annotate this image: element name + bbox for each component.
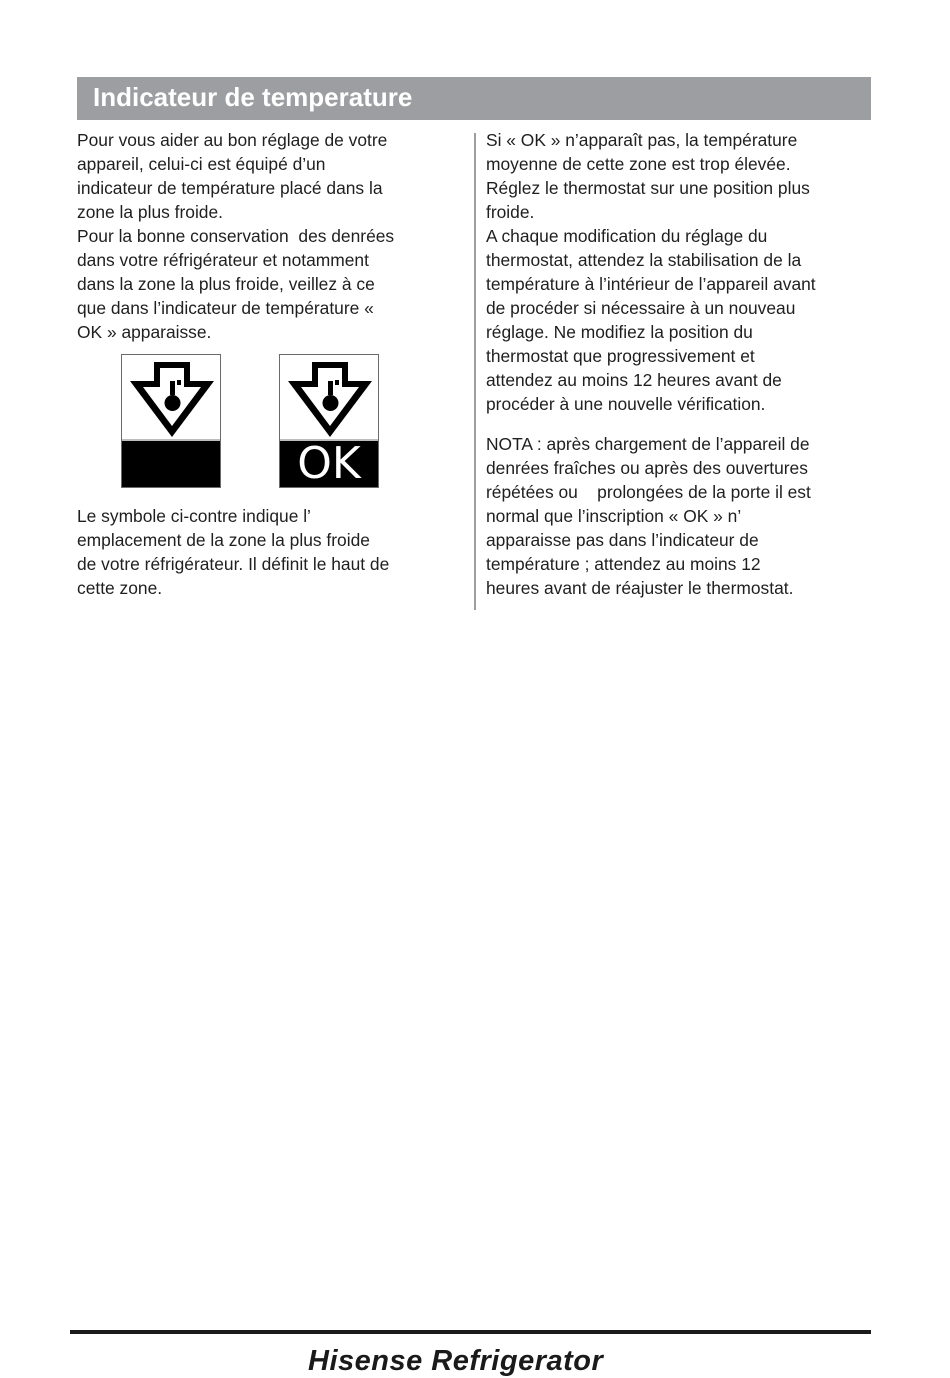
snowflake-zone-icon xyxy=(126,359,218,439)
text-line: thermostat que progressivement et xyxy=(486,346,755,366)
text-line: moyenne de cette zone est trop élevée. xyxy=(486,154,791,174)
text-line: OK » apparaisse. xyxy=(77,322,212,342)
left-column-text xyxy=(77,128,457,344)
cold-zone-symbol xyxy=(121,354,221,488)
cold-zone-ok-symbol xyxy=(279,354,379,488)
column-divider xyxy=(474,133,476,610)
text-line: procéder à une nouvelle vérification. xyxy=(486,394,766,414)
nota-line: heures avant de réajuster le thermostat. xyxy=(486,578,794,598)
nota-line: denrées fraîches ou après des ouvertures xyxy=(486,458,808,478)
nota-line: normal que l’inscription « OK » n’ xyxy=(486,506,742,526)
text-line: que dans l’indicateur de température « xyxy=(77,298,374,318)
text-line: emplacement de la zone la plus froide xyxy=(77,530,370,550)
text-line: Pour vous aider au bon réglage de votre xyxy=(77,130,388,150)
nota-line: NOTA : après chargement de l’appareil de xyxy=(486,434,810,454)
text-line: zone la plus froide. xyxy=(77,202,223,222)
ok-label: OK xyxy=(297,438,361,489)
text-line: Si « OK » n’apparaît pas, la température xyxy=(486,130,798,150)
nota-line: répétées ou prolongées de la porte il est xyxy=(486,482,811,502)
right-column-text xyxy=(486,128,866,600)
text-line: indicateur de température placé dans la xyxy=(77,178,383,198)
text-line: appareil, celui-ci est équipé d’un xyxy=(77,154,326,174)
text-line: attendez au moins 12 heures avant de xyxy=(486,370,782,390)
text-line: de votre réfrigérateur. Il définit le haut de xyxy=(77,554,390,574)
text-line: froide. xyxy=(486,202,535,222)
text-line: température à l’intérieur de l’appareil avant xyxy=(486,274,816,294)
text-line: cette zone. xyxy=(77,578,163,598)
symbol-note-text xyxy=(77,504,389,600)
snowflake-zone-ok-icon xyxy=(284,359,376,439)
section-header-bar xyxy=(77,77,871,120)
indicator-band xyxy=(122,441,220,487)
brand-footer: Hisense Refrigerator xyxy=(308,1345,604,1377)
text-line: Réglez le thermostat sur une position plus xyxy=(486,178,810,198)
text-line: dans la zone la plus froide, veillez à ce xyxy=(77,274,375,294)
nota-line: température ; attendez au moins 12 xyxy=(486,554,761,574)
text-line: thermostat, attendez la stabilisation de la xyxy=(486,250,802,270)
text-line: A chaque modification du réglage du xyxy=(486,226,768,246)
text-line: Le symbole ci-contre indique l’ xyxy=(77,506,311,526)
indicator-band-ok xyxy=(280,438,378,489)
nota-line: apparaisse pas dans l’indicateur de xyxy=(486,530,759,550)
text-line: de procéder si nécessaire à un nouveau xyxy=(486,298,796,318)
section-title: Indicateur de temperature xyxy=(93,82,413,112)
footer-rule xyxy=(70,1330,871,1334)
text-line: Pour la bonne conservation des denrées xyxy=(77,226,395,246)
text-line: dans votre réfrigérateur et notamment xyxy=(77,250,369,270)
text-line: réglage. Ne modifiez la position du xyxy=(486,322,753,342)
paragraph-gap xyxy=(486,416,866,432)
